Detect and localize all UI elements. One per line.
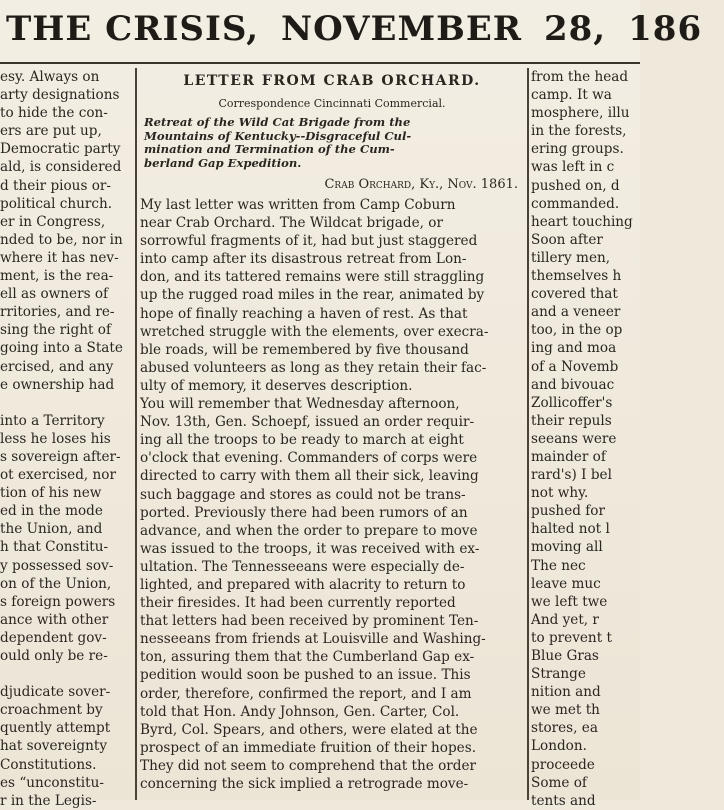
article-body-line: directed to carry with them all their sick, leaving [140,468,479,485]
article-body-line: told that Hon. Andy Johnson, Gen. Carter, Col. [140,703,460,720]
article-body-line: advance, and when the order to prepare to move [140,522,478,539]
right-column-line: and a veneer [531,304,621,321]
right-column-line: Soon after [531,231,603,248]
left-column-line: y possessed sov- [0,557,114,574]
masthead-day: 28, [543,9,607,49]
right-column-line: we met th [531,702,600,719]
left-column-line: hat sovereignty [0,738,108,755]
left-column-line: rritories, and re- [0,304,115,321]
right-column [531,68,640,809]
masthead-rule [0,62,640,64]
left-column-line: s foreign powers [0,593,116,610]
right-column-line: commanded. [531,195,620,212]
article-body-line: hope of finally reaching a haven of rest. As that [140,305,468,322]
right-column-line: stores, ea [531,720,598,737]
right-column-line: Strange [531,666,586,683]
left-column-line: ed in the mode [0,503,103,520]
masthead-year: 186 [628,9,703,49]
right-column-line: their repuls [531,412,612,429]
left-column-line: s sovereign after- [0,448,121,465]
article-body-line: o'clock that evening. Commanders of corps were [140,450,478,467]
article-body-line: wretched struggle with the elements, over execra- [140,323,489,340]
right-column-line: Blue Gras [531,648,599,664]
right-column-line: and bivouac [531,376,615,393]
left-column-line: e ownership had [0,376,115,393]
right-column-line: Some of [531,774,587,791]
left-column-line: ould only be re- [0,648,108,664]
article-body-line: sorrowful fragments of it, had but just staggered [140,233,478,250]
right-column-line: halted not l [531,521,610,538]
left-column-line: on of the Union, [0,575,112,592]
left-column-line: Constitutions. [0,756,97,773]
left-column-line: esy. Always on [0,69,100,85]
right-column-line: The nec [531,557,586,574]
right-column-line: And yet, r [531,611,599,628]
left-column-line: ance with other [0,611,109,628]
article-body [140,196,524,793]
right-column-line: mainder of [531,448,606,465]
right-column-line: nition and [531,684,601,701]
article-body-line: their firesides. It had been currently reported [140,595,456,612]
left-column-line: to hide the con- [0,105,108,122]
article-body-line: pedition would soon be pushed to an issue. This [140,667,471,684]
deck-line: Mountains of Kentucky--Disgraceful Cul- [144,128,412,143]
article-body-line: You will remember that Wednesday afternoon, [140,396,460,413]
article-body-line: lighted, and prepared with alacrity to return to [140,576,466,593]
left-column-line: dependent gov- [0,629,107,646]
right-column-line: tents and [531,792,596,809]
right-column-line: mosphere, illu [531,105,630,122]
left-column-line: quently attempt [0,720,111,737]
right-column-line: pushed on, d [531,177,620,194]
right-column-line: tillery men, [531,249,611,266]
right-column-line: London. [531,738,587,755]
right-column-line: too, in the op [531,322,623,339]
article-body-line: nesseeans from friends at Louisville and Washing- [140,631,486,648]
article-body-line: ultation. The Tennesseeans were especially de- [140,558,465,575]
article-body-line: prospect of an immediate fruition of their hopes. [140,739,477,756]
article-body-line: that letters had been received by prominent Ten- [140,613,479,630]
left-column-line: er in Congress, [0,213,106,230]
left-column-line [0,394,132,412]
right-column-line: moving all [531,539,603,556]
left-column-line: Democratic party [0,141,121,158]
left-column-line: where it has nev- [0,249,119,266]
masthead-month: NOVEMBER [281,9,522,49]
left-column-line [0,665,132,683]
article-body-line: abused volunteers as long as they retain their fac- [140,359,487,376]
right-column-line: from the head [531,69,629,85]
article-body-line: don, and its tattered remains were still straggling [140,269,485,286]
left-column-line: ers are put up, [0,123,102,140]
column-rule-left [135,68,137,800]
left-column-line: the Union, and [0,521,103,538]
left-column-line: es “unconstitu- [0,774,104,791]
right-column-line: Zollicoffer's [531,394,613,411]
masthead-title: THE CRISIS, [6,9,260,49]
right-column-line: of a Novemb [531,358,619,375]
right-column-line: themselves h [531,268,622,285]
left-column-line: ald, is considered [0,159,122,176]
article-body-line: ble roads, will be remembered by five thousand [140,341,469,358]
right-column-line: covered that [531,286,618,303]
deck-line: Retreat of the Wild Cat Brigade from the [144,115,411,129]
left-column-line: tion of his new [0,485,102,502]
right-column-line: leave muc [531,575,601,592]
article-body-line: Nov. 13th, Gen. Schoepf, issued an order requir- [140,414,475,431]
left-column-line: nded to be, nor in [0,231,123,248]
left-column-line: into a Territory [0,412,105,429]
left-column-line: arty designations [0,87,120,104]
article-body-line: ton, assuring them that the Cumberland Gap ex- [140,649,475,666]
article-body-line: such baggage and stores as could not be trans- [140,486,466,503]
left-column-line: ment, is the rea- [0,268,114,285]
right-column-line: ing and moa [531,340,617,357]
article-headline: LETTER FROM CRAB ORCHARD. [183,73,481,89]
left-column-line: less he loses his [0,430,111,447]
article-body-line: ulty of memory, it deserves description. [140,377,413,394]
masthead [0,0,703,58]
right-column-line: pushed for [531,503,605,520]
left-column-line: ercised, and any [0,358,114,375]
left-column [0,68,132,809]
deck-line: berland Gap Expedition. [144,155,302,170]
right-column-line: to prevent t [531,629,612,646]
article-dateline: Crab Orchard, Ky., Nov. 1861. [324,177,518,192]
article-body-line: My last letter was written from Camp Coburn [140,197,456,213]
article-body-line: near Crab Orchard. The Wildcat brigade, or [140,215,443,232]
column-rule-right [527,68,529,800]
right-column-line: was left in c [531,159,615,176]
left-column-line: ell as owners of [0,286,109,303]
right-column-line: ering groups. [531,141,624,158]
left-column-line: political church. [0,195,113,212]
article-deck [140,114,524,174]
article-body-line: order, therefore, confirmed the report, and I am [140,685,472,702]
right-column-line: not why. [531,485,589,502]
left-column-line: d their pious or- [0,177,112,194]
left-column-line: going into a State [0,340,123,357]
article-body-line: They did not seem to comprehend that the order [140,757,477,774]
left-column-line: h that Constitu- [0,539,109,556]
right-column-line: camp. It wa [531,87,612,104]
article-body-line: was issued to the troops, it was received with ex- [140,540,480,557]
article-body-line: ported. Previously there had been rumors of an [140,504,468,521]
article-body-line: Byrd, Col. Spears, and others, were elated at the [140,721,478,738]
right-column-line: in the forests, [531,123,627,140]
article-body-line: into camp after its disastrous retreat from Lon- [140,251,467,268]
left-column-line: ot exercised, nor [0,467,116,484]
article-body-line: up the rugged road miles in the rear, animated by [140,287,485,304]
article-body-line: ing all the troops to be ready to march at eight [140,432,464,449]
right-column-line: seeans were [531,430,617,447]
left-column-line: djudicate sover- [0,684,111,701]
left-column-line: r in the Legis- [0,792,97,809]
right-column-line: rard's) I bel [531,467,612,484]
right-column-line: heart touching [531,213,633,230]
article-body-line: concerning the sick implied a retrograde move- [140,776,469,792]
article-attribution: Correspondence Cincinnati Commercial. [218,97,446,110]
left-column-line: sing the right of [0,322,111,339]
right-column-line: proceede [531,756,595,773]
right-column-line: we left twe [531,593,608,610]
deck-line: mination and Termination of the Cum- [144,142,395,156]
left-column-line: croachment by [0,702,103,719]
article-column [140,68,524,800]
